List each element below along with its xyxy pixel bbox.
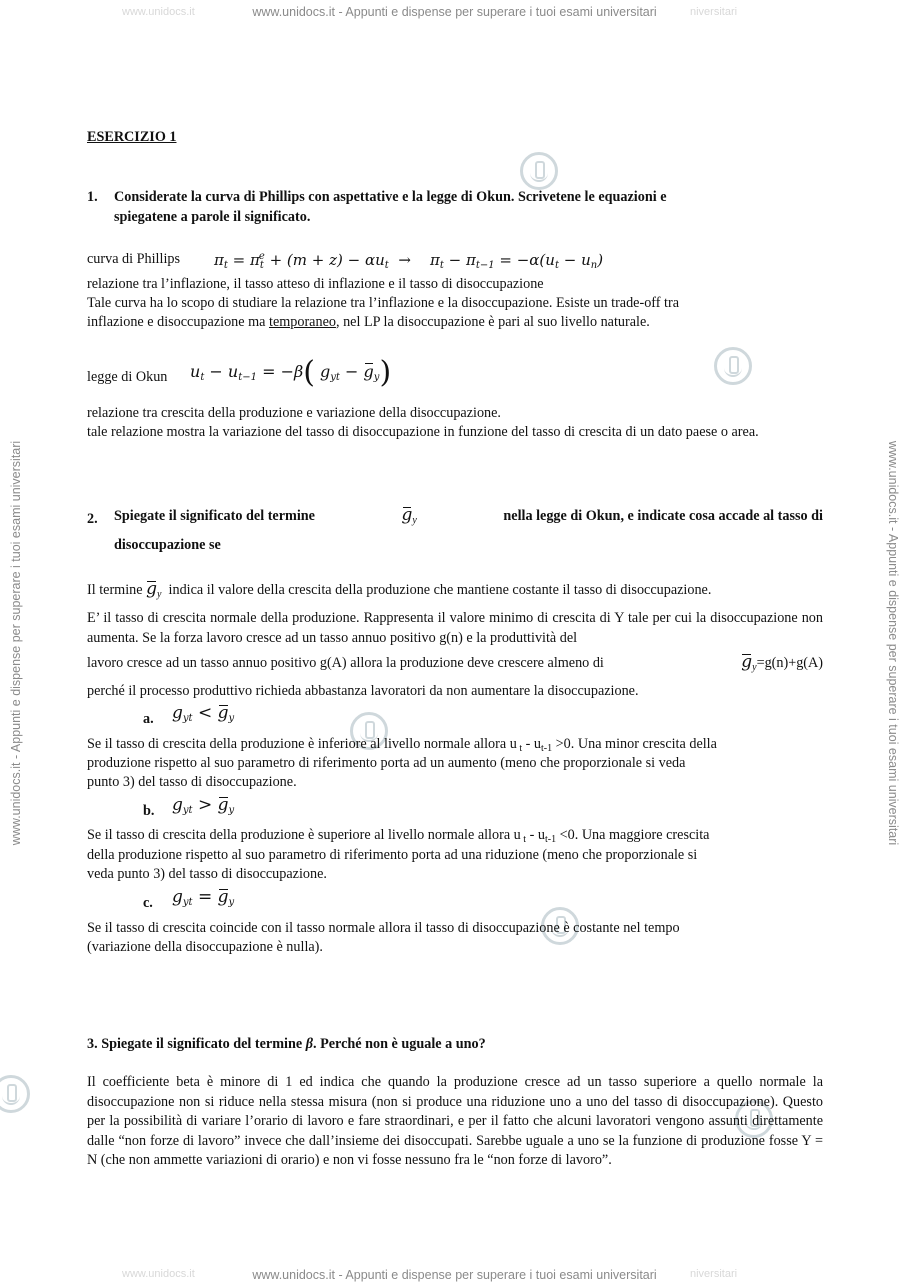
case-b-text1a: Se il tasso di crescita della produzione è superiore al livello normale allora u (87, 827, 521, 843)
case-b-text1: Se il tasso di crescita della produzione è superiore al livello normale allora u $_t - u_{t-1} <0$. Una maggiore crescita (87, 827, 710, 845)
watermark-right: www.unidocs.it - Appunti e dispense per superare i tuoi esami universitari (886, 440, 900, 846)
q2-p2: E’ il tasso di crescita normale della produzione. Rappresenta il valore minimo di crescita di Y tale per cui la disoccupazione non aumenta. Se la forza lavoro cresce ad un tasso annuo positivo g(n) e la produttività del (87, 610, 823, 646)
q2-line1 (114, 506, 823, 531)
watermark-bottom: www.unidocs.it - Appunti e dispense per superare i tuoi esami universitari (252, 1268, 657, 1282)
q2-line2: disoccupazione se (114, 537, 221, 553)
case-b-formula: $g_{yt} > g_y$ (172, 795, 235, 816)
case-a-text2: produzione rispetto al suo parametro di riferimento porta ad un aumento (meno che proporzionale si veda (87, 755, 686, 771)
phillips-text2-line2 (87, 313, 650, 333)
q2-p3a: lavoro cresce ad un tasso annuo positivo g(A) allora la produzione deve crescere almeno di (87, 655, 604, 671)
q2-line1a: Spiegate il significato del termine (114, 508, 315, 524)
case-b-text3: veda punto 3) del tasso di disoccupazione. (87, 866, 327, 882)
case-a-text1b: >0. Una minor crescita della (552, 736, 717, 752)
watermark-logo-icon (0, 1075, 30, 1113)
q2-p1b: indica il valore della crescita della produzione che mantiene costante il tasso di disoccupazione. (168, 582, 712, 598)
phillips-text2a: Tale curva ha lo scopo di studiare la relazione tra l’inflazione e la disoccupazione. Esiste un trade-off tra (87, 295, 680, 311)
watermark-left: www.unidocs.it - Appunti e dispense per superare i tuoi esami universitari (9, 440, 23, 846)
case-a-text1a: Se il tasso di crescita della produzione è inferiore al livello normale allora u (87, 736, 517, 752)
okun-equation: $u_t - u_{t-1} = -\beta$( $g_{yt} - g_y$) (190, 355, 392, 390)
q2-line1b: nella legge di Okun, e indicate cosa accade al tasso di (503, 508, 823, 524)
watermark-logo-icon (520, 152, 558, 190)
case-b-label: b. (143, 803, 155, 819)
q2-number: 2. (87, 511, 98, 527)
q1-line1: Considerate la curva di Phillips con aspettative e la legge di Okun. Scrivetene le equazioni e (114, 189, 667, 205)
okun-text1: relazione tra crescita della produzione e variazione della disoccupazione. (87, 405, 501, 421)
case-a-text1: Se il tasso di crescita della produzione è inferiore al livello normale allora u $_t - u_{t-1} >0$. Una minor crescita della (87, 736, 717, 754)
exercise-title: ESERCIZIO 1 (87, 129, 177, 145)
watermark-ghost-top-right: niversitari (690, 6, 738, 18)
q2-p1: Il termine $g_y$ indica il valore della crescita della produzione che mantiene costante il tasso di disoccupazione. (87, 579, 712, 600)
q3-heading-b: . Perché non è uguale a uno? (312, 1036, 486, 1052)
case-b-text1b: <0. Una maggiore crescita (556, 827, 710, 843)
case-a-label: a. (143, 711, 154, 727)
q2-p1a: Il termine (87, 582, 143, 598)
watermark-top: www.unidocs.it - Appunti e dispense per superare i tuoi esami universitari (252, 5, 657, 19)
phillips-text2c: , nel LP la disoccupazione è pari al suo livello naturale. (335, 314, 650, 330)
phillips-equation: $\pi_t = \pi_t^e + (m + z) - \alpha u_t$ → $\pi_t - \pi_{t-1} = -\alpha(u_t - u_n)$ (214, 251, 604, 271)
watermark-ghost-top-left: www.unidocs.it (122, 6, 195, 18)
q3-heading: 3. Spiegate il significato del termine β. Perché non è uguale a uno? (87, 1036, 486, 1052)
watermark-ghost-bottom-right: niversitari (690, 1268, 738, 1280)
case-c-text2: (variazione della disoccupazione è nulla). (87, 939, 323, 955)
watermark-logo-icon (714, 347, 752, 385)
q1-line2: spiegatene a parole il significato. (114, 209, 311, 225)
case-b-text2: della produzione rispetto al suo parametro di riferimento porta ad una riduzione (meno che proporzionale si (87, 847, 698, 863)
okun-label: legge di Okun (87, 369, 168, 385)
case-a-text3: punto 3) del tasso di disoccupazione. (87, 774, 297, 790)
q1-number: 1. (87, 189, 98, 205)
q2-p4: perché il processo produttivo richieda abbastanza lavoratori da non aumentare la disoccupazione. (87, 683, 639, 699)
q2-p3: lavoro cresce ad un tasso annuo positivo g(A) allora la produzione deve crescere almeno di $g_y=g(n)+g(A)$ (87, 652, 823, 673)
q3-paragraph: Il coefficiente beta è minore di 1 ed indica che quando la produzione cresce ad un tasso superiore a quello normale la disoccupazione non si riduce nella stessa misura (non si produce una riduzione uno a uno del tasso di disoccupazione). Questo per la possibilità di variare l’orario di lavoro e fare straordinari, e per il fatto che alcuni lavoratori vengono assunti direttamente dalle “non forze di lavoro” invece che dall’insieme dei disoccupati. Sarebbe uguale a uno se la funzione di produzione fosse Y = N (che non ammette variazioni di orario) e non vi fosse nessuno fra le “non forze di lavoro”. (87, 1074, 823, 1168)
q2-p3b: =g(n)+g(A) (756, 655, 823, 671)
phillips-label: curva di Phillips (87, 251, 181, 267)
case-c-text1: Se il tasso di crescita coincide con il tasso normale allora il tasso di disoccupazione è costante nel tempo (87, 920, 680, 936)
phillips-text1: relazione tra l’inflazione, il tasso atteso di inflazione e il tasso di disoccupazione (87, 276, 544, 292)
gy-bar-symbol: $g_y$ (401, 505, 417, 526)
phillips-text2b: inflazione e disoccupazione ma (87, 314, 266, 330)
phillips-text2-underlined: temporaneo (269, 314, 336, 330)
okun-text2: tale relazione mostra la variazione del tasso di disoccupazione in funzione del tasso di crescita di un dato paese o area. (87, 424, 759, 440)
q3-heading-a: 3. Spiegate il significato del termine (87, 1036, 303, 1052)
watermark-ghost-bottom-left: www.unidocs.it (122, 1268, 195, 1280)
case-c-formula: $g_{yt} = g_y$ (172, 887, 235, 908)
case-c-label: c. (143, 895, 153, 911)
case-a-formula: $g_{yt} < g_y$ (172, 703, 235, 724)
